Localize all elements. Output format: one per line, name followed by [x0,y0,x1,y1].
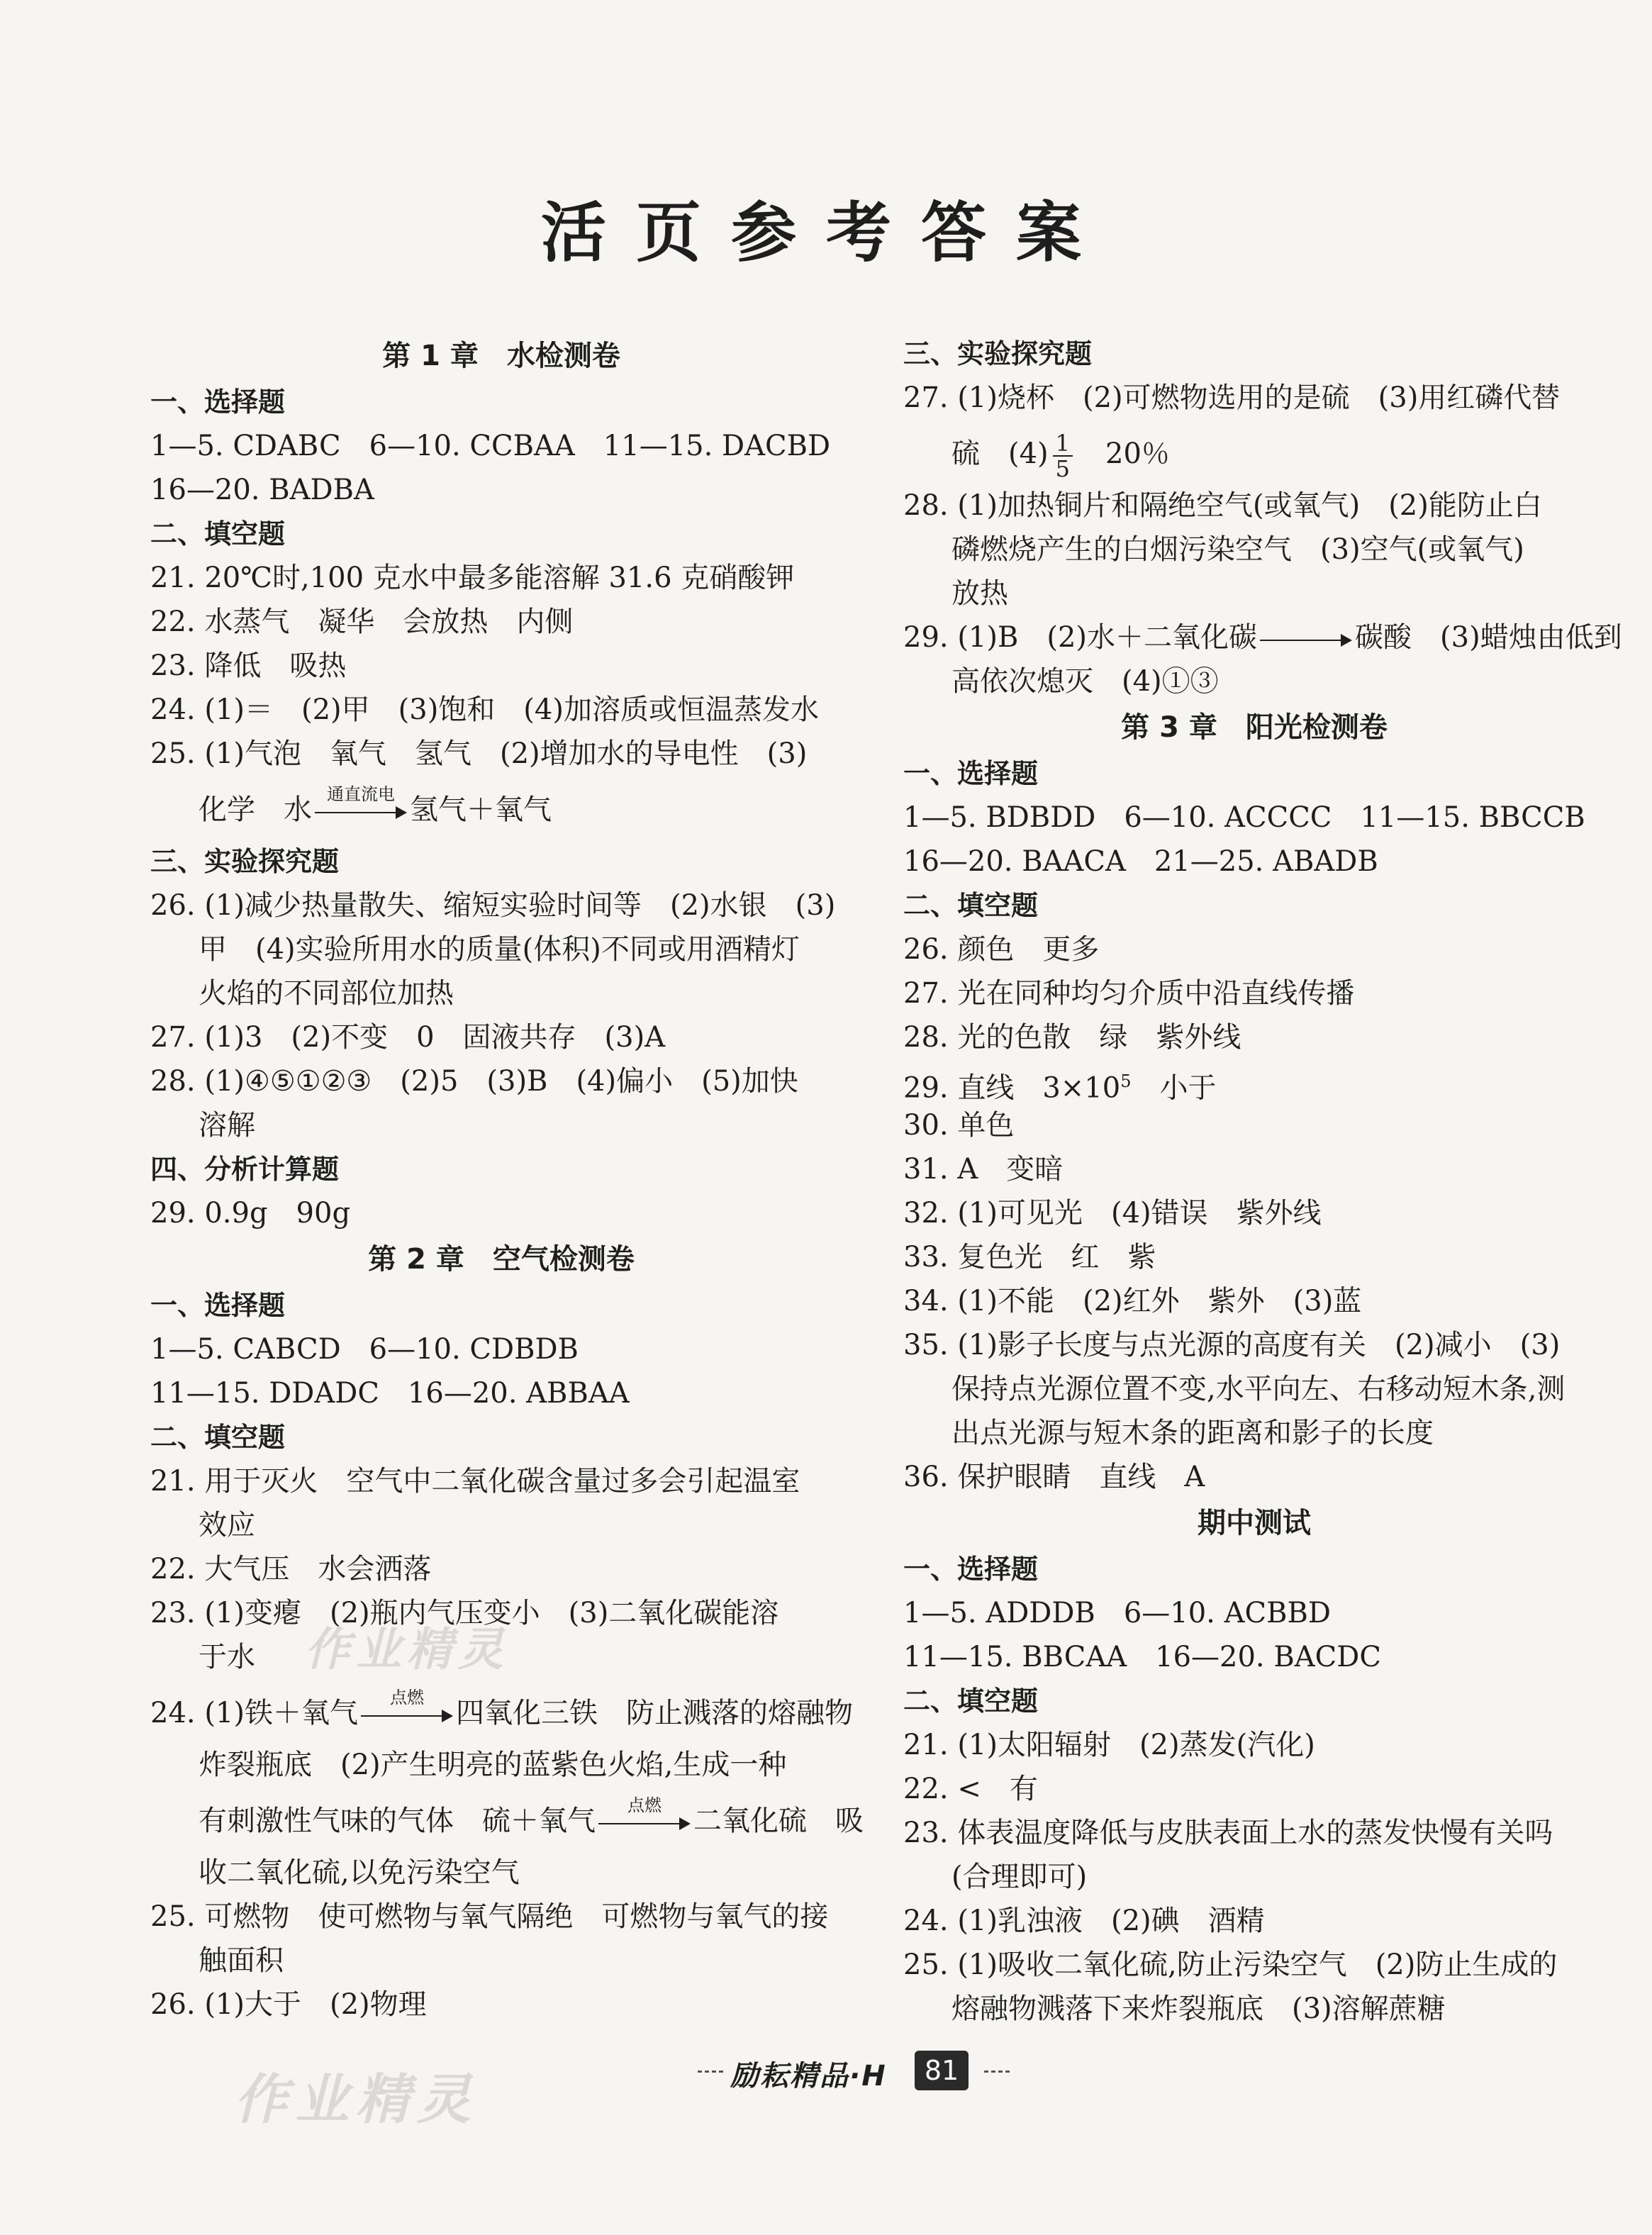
answer-line: 1—5. BDBDD 6—10. ACCCC 11—15. BBCCB [903,801,1585,834]
answer-line: 16—20. BAACA 21—25. ABADB [903,845,1378,878]
left-column [150,332,864,2027]
watermark: 作业精灵 [305,1624,509,1676]
section-heading: 一、选择题 [903,758,1039,789]
answer-line: 溶解 [199,1109,255,1142]
answer-text: 硫 (4) [951,437,1049,470]
answer-line: 21. 20℃时,100 克水中最多能溶解 31.6 克硝酸钾 [150,562,795,594]
exponent: 5 [1120,1071,1132,1091]
answer-line: 触面积 [199,1944,284,1977]
answer-line: 保持点光源位置不变,水平向左、右移动短木条,测 [951,1373,1566,1405]
answer-line: 26. 颜色 更多 [903,933,1100,966]
section-heading: 一、选择题 [150,1290,286,1321]
answer-line: 34. (1)不能 (2)红外 紫外 (3)蓝 [903,1285,1362,1317]
answer-line: 28. 光的色散 绿 紫外线 [903,1021,1241,1054]
page-number: 81 [915,2051,969,2090]
answer-line: 磷燃烧产生的白烟污染空气 (3)空气(或氧气) [951,533,1524,566]
fraction [1053,431,1073,481]
answer-line: 33. 复色光 红 紫 [903,1241,1156,1273]
equation-text: 四氧化三铁 防止溅落的熔融物 [456,1697,853,1729]
answer-line [903,1059,1605,1103]
section-heading: 一、选择题 [150,386,286,418]
answer-line: 26. (1)减少热量散失、缩短实验时间等 (2)水银 (3) [150,889,836,922]
equation-text: 化学 水 [199,793,312,826]
equation-text: 有刺激性气味的气体 硫＋氧气 [199,1805,596,1837]
answer-line: 24. (1)＝ (2)甲 (3)饱和 (4)加溶质或恒温蒸发水 [150,693,819,726]
answer-line: 28. (1)加热铜片和隔绝空气(或氧气) (2)能防止白 [903,489,1542,522]
answer-line: 36. 保护眼睛 直线 A [903,1461,1205,1493]
answer-line: 21. (1)太阳辐射 (2)蒸发(汽化) [903,1729,1315,1761]
equation-text: 24. (1)铁＋氧气 [150,1697,358,1729]
answer-line: 27. (1)烧杯 (2)可燃物选用的是硫 (3)用红磷代替 [903,381,1561,414]
answer-line: 甲 (4)实验所用水的质量(体积)不同或用酒精灯 [199,933,800,966]
equation-line [903,615,1622,659]
answer-line: 收二氧化硫,以免污染空气 [199,1856,520,1889]
answer-line: 24. (1)乳浊液 (2)碘 酒精 [903,1905,1265,1937]
reaction-arrow [361,1688,453,1729]
answer-line: 22. 水蒸气 凝华 会放热 内侧 [150,606,574,638]
answer-line: 1—5. ADDDB 6—10. ACBBD [903,1597,1331,1629]
section-heading: 二、填空题 [150,1422,286,1453]
answer-line: 26. (1)大于 (2)物理 [150,1988,427,2021]
midterm-title: 期中测试 [1198,1507,1311,1539]
answer-text: 20％ [1077,437,1170,470]
section-heading: 二、填空题 [903,1685,1039,1717]
section-heading: 一、选择题 [903,1554,1039,1585]
footer-brand: 励耘精品·H [730,2060,887,2092]
answer-line: 炸裂瓶底 (2)产生明亮的蓝紫色火焰,生成一种 [199,1749,787,1781]
chapter-2-title: 第 2 章 空气检测卷 [368,1243,635,1276]
answer-line: 1—5. CABCD 6—10. CDBDB [150,1333,579,1366]
reaction-condition: 点燃 [390,1688,424,1707]
answer-line: 高依次熄灭 (4)①③ [951,665,1219,698]
answer-line: 35. (1)影子长度与点光源的高度有关 (2)减小 (3) [903,1329,1561,1361]
answer-line: 火焰的不同部位加热 [199,977,454,1010]
fraction-line [903,420,1605,484]
answer-line: 11—15. DDADC 16—20. ABBAA [150,1377,630,1410]
answer-line: 出点光源与短木条的距离和影子的长度 [951,1417,1434,1449]
answer-line: 25. (1)气泡 氧气 氢气 (2)增加水的导电性 (3) [150,737,808,770]
right-column [903,332,1622,2031]
equation-text: 氢气＋氧气 [410,793,552,826]
equation-text: 二氧化硫 吸 [693,1805,864,1837]
answer-line: 31. A 变暗 [903,1153,1064,1186]
answer-line: 熔融物溅落下来炸裂瓶底 (3)溶解蔗糖 [951,1992,1446,2025]
page-footer [698,2051,1010,2093]
answer-line: 29. 0.9g 90g [150,1197,351,1230]
answer-text: 小于 [1131,1071,1217,1105]
equation-text: 碳酸 (3)蜡烛由低到 [1355,621,1622,654]
answer-line: 25. (1)吸收二氧化硫,防止污染空气 (2)防止生成的 [903,1949,1558,1981]
page-title: 活页参考答案 [540,195,1111,271]
answer-line: 32. (1)可见光 (4)错误 紫外线 [903,1197,1322,1230]
answer-line: 25. 可燃物 使可燃物与氧气隔绝 可燃物与氧气的接 [150,1900,829,1933]
answer-line: 放热 [951,577,1008,610]
answer-line: 于水 [199,1641,255,1673]
fraction-numerator: 1 [1053,431,1073,457]
reaction-condition: 点燃 [627,1795,662,1815]
chapter-3-title: 第 3 章 阳光检测卷 [1121,711,1388,744]
answer-line: 23. (1)变瘪 (2)瓶内气压变小 (3)二氧化碳能溶 [150,1597,779,1629]
answer-line: 11—15. BBCAA 16—20. BACDC [903,1641,1381,1673]
reaction-arrow [598,1795,691,1837]
answer-line: 22. 大气压 水会洒落 [150,1553,432,1585]
chapter-1-title: 第 1 章 水检测卷 [382,340,620,372]
section-heading: 二、填空题 [903,890,1039,921]
reaction-arrow [1260,625,1352,654]
answer-line: 27. (1)3 (2)不变 0 固液共存 (3)A [150,1021,666,1054]
equation-line [150,1679,852,1743]
answer-line: 27. 光在同种均匀介质中沿直线传播 [903,977,1355,1010]
reaction-arrow [315,784,407,826]
answer-line: 21. 用于灭火 空气中二氧化碳含量过多会引起温室 [150,1465,800,1498]
answer-line: 16—20. BADBA [150,474,374,506]
section-heading: 四、分析计算题 [150,1154,340,1185]
answer-line: 效应 [199,1509,255,1542]
answer-text: 29. 直线 3×10 [903,1071,1121,1105]
section-heading: 三、实验探究题 [903,338,1093,369]
equation-line [150,776,852,840]
answer-line: 30. 单色 [903,1109,1015,1142]
answer-line: 23. 体表温度降低与皮肤表面上水的蒸发快慢有关吗 [903,1817,1553,1849]
answer-line: 23. 降低 吸热 [150,650,347,682]
answer-line: (合理即可) [951,1861,1088,1893]
fraction-denominator: 5 [1055,455,1071,482]
equation-text: 29. (1)B (2)水＋二氧化碳 [903,621,1258,654]
equation-line [150,1787,864,1851]
footer-divider [984,2070,1010,2073]
reaction-condition: 通直流电 [327,784,395,804]
watermark: 作业精灵 [234,2068,478,2131]
section-heading: 三、实验探究题 [150,846,340,877]
section-heading: 二、填空题 [150,518,286,550]
answer-line: 22. < 有 [903,1773,1038,1805]
answer-line: 28. (1)④⑤①②③ (2)5 (3)B (4)偏小 (5)加快 [150,1065,798,1098]
footer-divider [698,2070,723,2073]
answer-line: 1—5. CDABC 6—10. CCBAA 11—15. DACBD [150,430,831,462]
